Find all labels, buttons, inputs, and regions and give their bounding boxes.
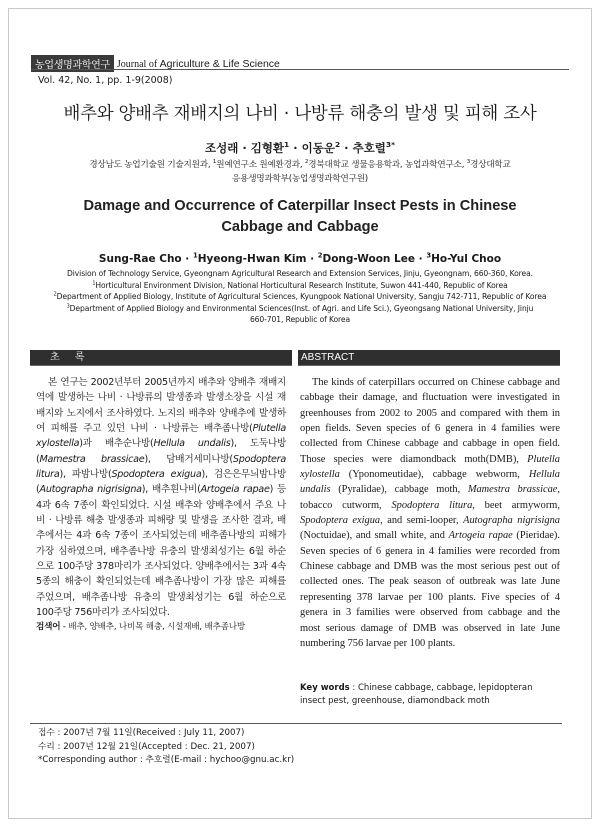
received-date: 접수 : 2007년 7월 11일(Received : July 11, 2007) xyxy=(38,728,245,738)
korean-abstract-body: 본 연구는 2002년부터 2005년까지 배추와 양배추 재배지역에 발생하는 나비 · 나방류의 발생종과 발생소장을 시설 재배지와 노지에서 조사하였다. 노지의 배추와 양배추에 발생하여 피해를 주고 있던 나비 · 나방류는 배추좀나방(Plutella xylostella)과 배추순나방(Hellula undalis), 도둑나방(Mamestra brassicae), 담배거세미나방(Spodoptera litura), 파밤나방(Spodoptera exigua), 검은은무늬밤나방(Autographa nigrisigna), 배추흰나비(Artogeia rapae) 등 4과 6속 7종이 확인되었다. 시설 배추와 양배추에서 주요 나비 · 나방류 해충 발생종과 피해량 및 발생을 조사한 결과, 배추에서는 4과 6속 7종이 조사되었는데 배추좀나방의 피해가 가장 심하였으며, 배추좀나방 유충의 발생최성기는 6월 하순으로 100주당 378마리가 조사되었다. 양배추에서는 3과 4속 5종의 해충이 확인되었는데 배추좀나방이 가장 많은 피해를 주었으며, 배추좀나방 유충의 발생최성기는 6월 하순으로 100주당 756마리가 조사되었다. xyxy=(36,377,287,619)
journal-badge: 농업생명과학연구 xyxy=(31,55,114,72)
english-title: Damage and Occurrence of Caterpillar Insect Pests in Chinese Cabbage and Cabbage xyxy=(83,198,517,235)
corresponding-author: *Corresponding author : 추호렬(E-mail : hychoo@gnu.ac.kr) xyxy=(38,755,295,765)
footer xyxy=(38,727,294,768)
english-keywords: Key words : Chinese cabbage, cabbage, lepidopteran insect pest, greenhouse, diamondback moth xyxy=(300,683,533,706)
korean-authors: 조성래 · 김형환$^1$ · 이동운$^2$ · 추호렬$^{3*}$ xyxy=(205,140,395,155)
korean-affiliations: 경상남도 농업기술원 기술지원과, $^1$원예연구소 원예환경과, $^2$경북대학교 생물응용학과, 농업과학연구소, $^3$경상대학교 응용생명과학부(농업생명과학연구원) xyxy=(89,159,511,184)
english-heading-rule xyxy=(298,365,560,366)
korean-heading-rule xyxy=(30,365,292,366)
journal-name: Journal of Agriculture & Life Science xyxy=(116,57,280,70)
english-abstract-body: The kinds of caterpillars occurred on Chinese cabbage and cabbage their damage, and fluctuation were investigated in greenhouses from 2002 to 2005 and compared with them in open fields. Seven species of 6 genera in 4 families were collected from Chinese cabbage and cabbage in open field. Those species were diamondback moth(DMB), Plutella xylostella (Yponomeutidae), cabbage webworm, Hellula undalis (Pyralidae), cabbage moth, Mamestra brassicae, tobacco cutworm, Spodoptera litura, beet armyworm, Spodoptera exigua, and semi-looper, Autographa nigrisigna (Noctuidae), and small white, and Artogeia rapae (Pieridae). Seven species of 6 genera in 4 families were recorded from Chinese cabbage and DMB was the most serious pest out of collected ones. The peak season of outbreak was late June representing 378 larvae per 100 plants. Five species of 4 genera in 3 families were observed from cabbage and the most serious damage of DMB was observed in late June numbering 756 larvae per 100 plants. xyxy=(300,377,560,649)
korean-keywords: 검색어 - 배추, 양배추, 나비목 해충, 시설재배, 배추좀나방 xyxy=(36,622,245,632)
english-abstract-heading: ABSTRACT xyxy=(298,350,560,365)
english-affiliations: Division of Technology Service, Gyeongnam Agricultural Research and Extension Services, Jinju, Gyeongnam, 660-360, Korea. $^1$Horticultural Environment Division, National Horticultural Research Institute, Suwon 441-440, Republic of Korea $^2$Department of Applied Biology, Institute of Agricultural Sciences, Kyungpook National University, Sangju 742-711, Republic of Korea $^3$Department of Applied Biology and Environmental Sciences(Inst. of Agri. and Life Sci.), Gyeongsang National University, Jinju 660-701, Republic of Korea xyxy=(53,269,547,324)
footer-rule xyxy=(30,723,562,724)
volume-line: Vol. 42, No. 1, pp. 1-9(2008) xyxy=(38,75,173,86)
accepted-date: 수리 : 2007년 12월 21일(Accepted : Dec. 21, 2007) xyxy=(38,741,255,752)
header-rule xyxy=(31,69,569,70)
english-authors: Sung-Rae Cho · $^1$Hyeong-Hwan Kim · $^2$Dong-Woon Lee · $^3$Ho-Yul Choo xyxy=(98,251,502,265)
korean-abstract-heading: 초 록 xyxy=(30,350,292,365)
korean-title: 배추와 양배추 재배지의 나비 · 나방류 해충의 발생 및 피해 조사 xyxy=(63,104,537,124)
